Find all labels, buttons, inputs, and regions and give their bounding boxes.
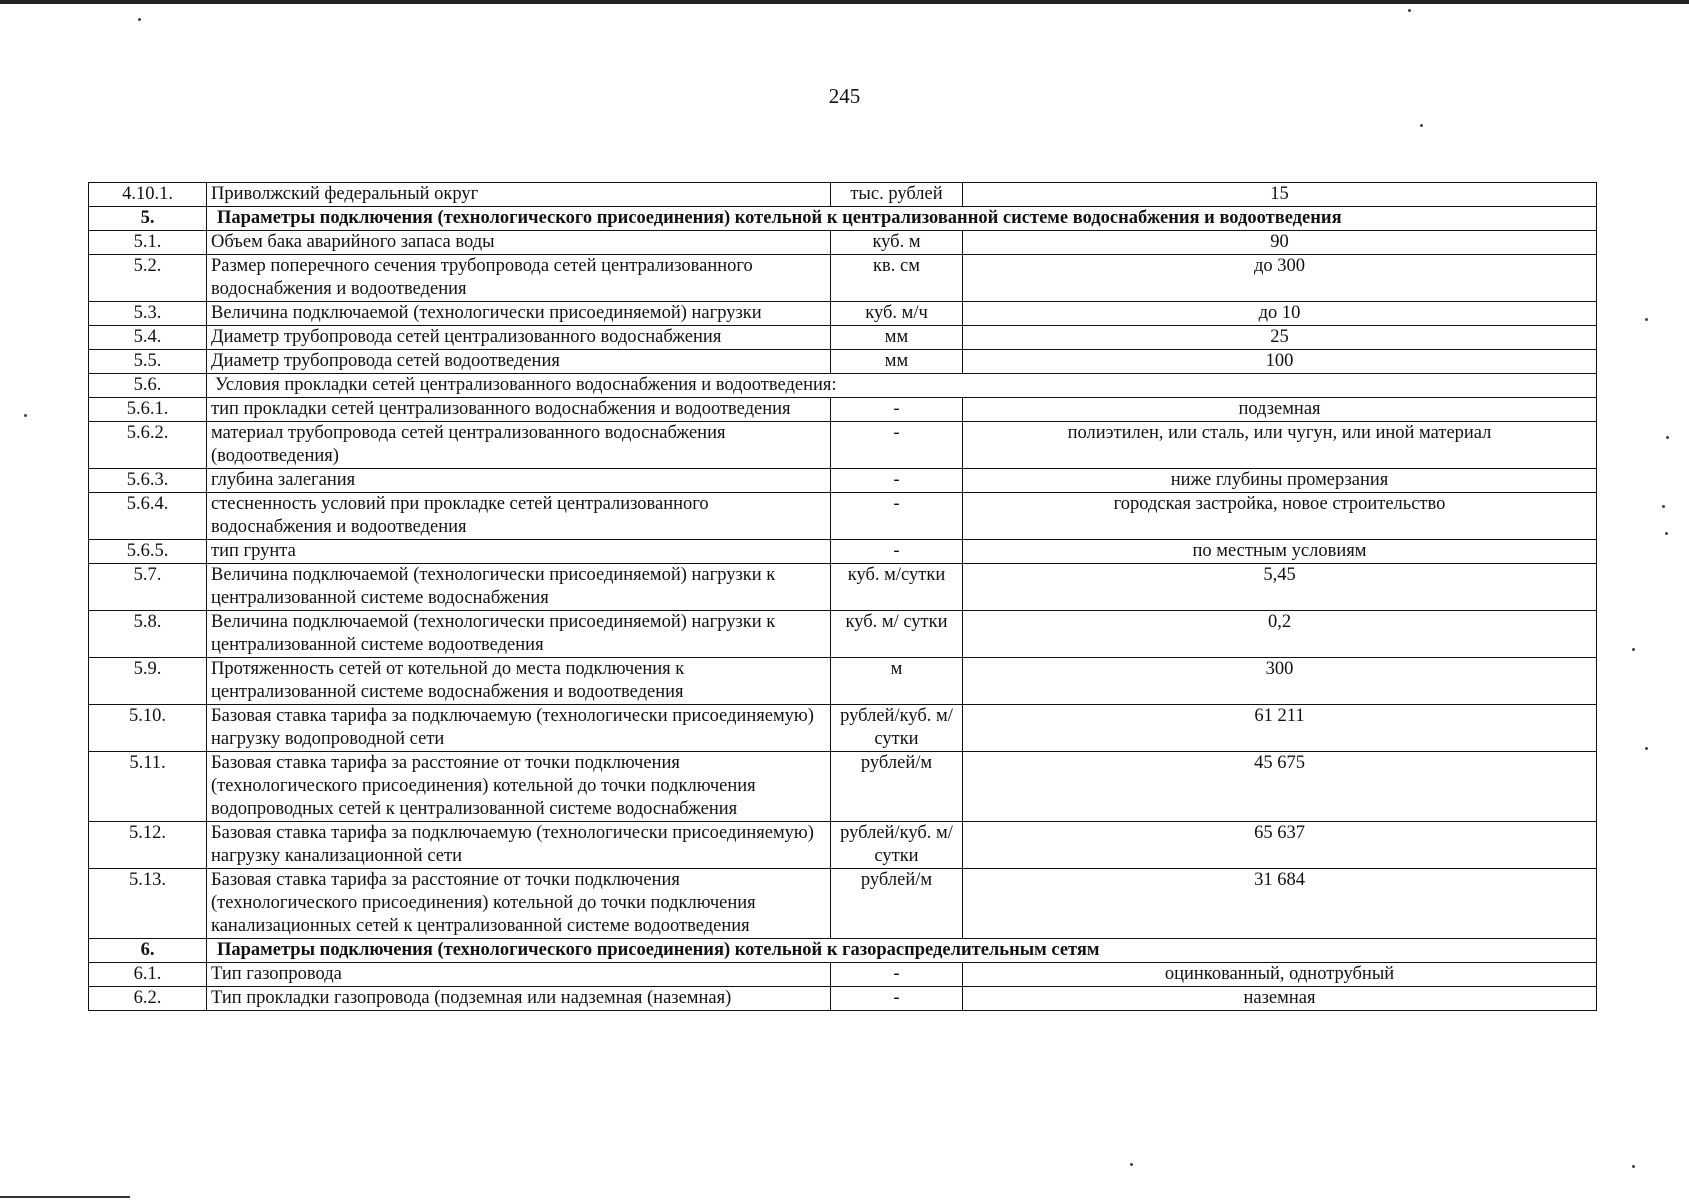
row-value: 100 [963,350,1597,374]
row-value: наземная [963,987,1597,1011]
row-name: стесненность условий при прокладке сетей централизованного водоснабжения и водоотведения [207,493,831,540]
row-number: 5.10. [89,705,207,752]
row-number: 5.6.5. [89,540,207,564]
table-row [89,231,1597,255]
table-row [89,350,1597,374]
row-unit: - [831,493,963,540]
row-number: 4.10.1. [89,183,207,207]
table-row [89,255,1597,302]
row-unit: м [831,658,963,705]
row-unit: куб. м/ сутки [831,611,963,658]
row-name: Приволжский федеральный округ [207,183,831,207]
row-number: 5.6.2. [89,422,207,469]
row-unit: кв. см [831,255,963,302]
row-unit: мм [831,326,963,350]
row-value: 90 [963,231,1597,255]
row-value: 0,2 [963,611,1597,658]
parameters-table [88,182,1597,1011]
row-value: 25 [963,326,1597,350]
row-number: 5.12. [89,822,207,869]
row-unit: - [831,987,963,1011]
row-name: тип прокладки сетей централизованного водоснабжения и водоотведения [207,398,831,422]
section-number: 5. [89,207,207,231]
table-row [89,963,1597,987]
section-title: Параметры подключения (технологического присоединения) котельной к газораспределительным сетям [207,939,1597,963]
row-name: тип грунта [207,540,831,564]
table-row [89,869,1597,939]
table-row [89,987,1597,1011]
row-unit: куб. м/ч [831,302,963,326]
row-number: 5.6.3. [89,469,207,493]
section-row [89,939,1597,963]
row-value: по местным условиям [963,540,1597,564]
row-unit: рублей/м [831,869,963,939]
row-number: 6.1. [89,963,207,987]
row-unit: - [831,398,963,422]
row-name: Величина подключаемой (технологически присоединяемой) нагрузки к централизованной системе водоснабжения [207,564,831,611]
scan-speck [1632,648,1635,651]
table-row [89,822,1597,869]
row-unit: рублей/куб. м/сутки [831,705,963,752]
row-number: 5.11. [89,752,207,822]
scan-speck [1420,124,1423,127]
page-number: 245 [828,84,861,108]
table-row [89,326,1597,350]
table-row [89,705,1597,752]
row-value: 15 [963,183,1597,207]
row-number: 5.8. [89,611,207,658]
row-number: 5.6.4. [89,493,207,540]
row-name: Величина подключаемой (технологически присоединяемой) нагрузки [207,302,831,326]
row-unit: - [831,963,963,987]
section-row [89,207,1597,231]
scan-speck [1662,505,1665,508]
row-unit: тыс. рублей [831,183,963,207]
row-number: 5.13. [89,869,207,939]
row-unit: рублей/куб. м/сутки [831,822,963,869]
table-row [89,302,1597,326]
row-unit: куб. м [831,231,963,255]
row-name: Протяженность сетей от котельной до места подключения к централизованной системе водоснабжения и водоотведения [207,658,831,705]
row-value: 300 [963,658,1597,705]
row-value: полиэтилен, или сталь, или чугун, или иной материал [963,422,1597,469]
table-row [89,493,1597,540]
row-unit: мм [831,350,963,374]
scan-speck [1665,532,1668,535]
subheading-row [89,374,1597,398]
row-number: 5.7. [89,564,207,611]
scan-speck [1130,1163,1133,1166]
section-title: Параметры подключения (технологического присоединения) котельной к централизованной системе водоснабжения и водоотведения [207,207,1597,231]
table-row [89,564,1597,611]
row-name: Базовая ставка тарифа за подключаемую (технологически присоединяемую) нагрузку водопроводной сети [207,705,831,752]
row-unit: - [831,422,963,469]
row-name: Размер поперечного сечения трубопровода сетей централизованного водоснабжения и водоотведения [207,255,831,302]
row-number: 5.6. [89,374,207,398]
row-name: Тип газопровода [207,963,831,987]
table-row [89,422,1597,469]
table-row [89,611,1597,658]
row-name: Диаметр трубопровода сетей централизованного водоснабжения [207,326,831,350]
row-number: 5.9. [89,658,207,705]
table-row [89,469,1597,493]
row-number: 5.2. [89,255,207,302]
row-name: Объем бака аварийного запаса воды [207,231,831,255]
table-row [89,658,1597,705]
scan-speck [1666,436,1669,439]
scan-speck [24,414,27,417]
row-number: 5.3. [89,302,207,326]
row-value: ниже глубины промерзания [963,469,1597,493]
row-value: 61 211 [963,705,1597,752]
row-name: Величина подключаемой (технологически присоединяемой) нагрузки к централизованной системе водоотведения [207,611,831,658]
subheading-title: Условия прокладки сетей централизованного водоснабжения и водоотведения: [207,374,1597,398]
scan-speck [1408,9,1411,12]
row-unit: рублей/м [831,752,963,822]
row-name: Тип прокладки газопровода (подземная или надземная (наземная) [207,987,831,1011]
row-value: подземная [963,398,1597,422]
row-unit: - [831,540,963,564]
row-number: 5.4. [89,326,207,350]
row-value: 31 684 [963,869,1597,939]
row-value: 45 675 [963,752,1597,822]
row-number: 6.2. [89,987,207,1011]
row-value: до 10 [963,302,1597,326]
row-name: глубина залегания [207,469,831,493]
table-row [89,540,1597,564]
row-name: Диаметр трубопровода сетей водоотведения [207,350,831,374]
scan-speck [1632,1165,1635,1168]
row-name: материал трубопровода сетей централизованного водоснабжения (водоотведения) [207,422,831,469]
row-unit: - [831,469,963,493]
scan-speck [138,18,141,21]
section-number: 6. [89,939,207,963]
top-edge-rule [0,0,1689,4]
row-value: оцинкованный, однотрубный [963,963,1597,987]
row-unit: куб. м/сутки [831,564,963,611]
row-number: 5.6.1. [89,398,207,422]
row-value: до 300 [963,255,1597,302]
table-row [89,752,1597,822]
row-name: Базовая ставка тарифа за подключаемую (технологически присоединяемую) нагрузку канализационной сети [207,822,831,869]
row-number: 5.5. [89,350,207,374]
row-value: 5,45 [963,564,1597,611]
table-row [89,183,1597,207]
scan-speck [1645,747,1648,750]
table-row [89,398,1597,422]
row-value: городская застройка, новое строительство [963,493,1597,540]
row-name: Базовая ставка тарифа за расстояние от точки подключения (технологического присоединения) котельной до точки подключения канализационных сетей к централизованной системе водоотведения [207,869,831,939]
row-name: Базовая ставка тарифа за расстояние от точки подключения (технологического присоединения) котельной до точки подключения водопроводных сетей к централизованной системе водоснабжения [207,752,831,822]
scan-speck [1645,318,1648,321]
row-number: 5.1. [89,231,207,255]
row-value: 65 637 [963,822,1597,869]
bottom-left-rule [0,1196,130,1198]
